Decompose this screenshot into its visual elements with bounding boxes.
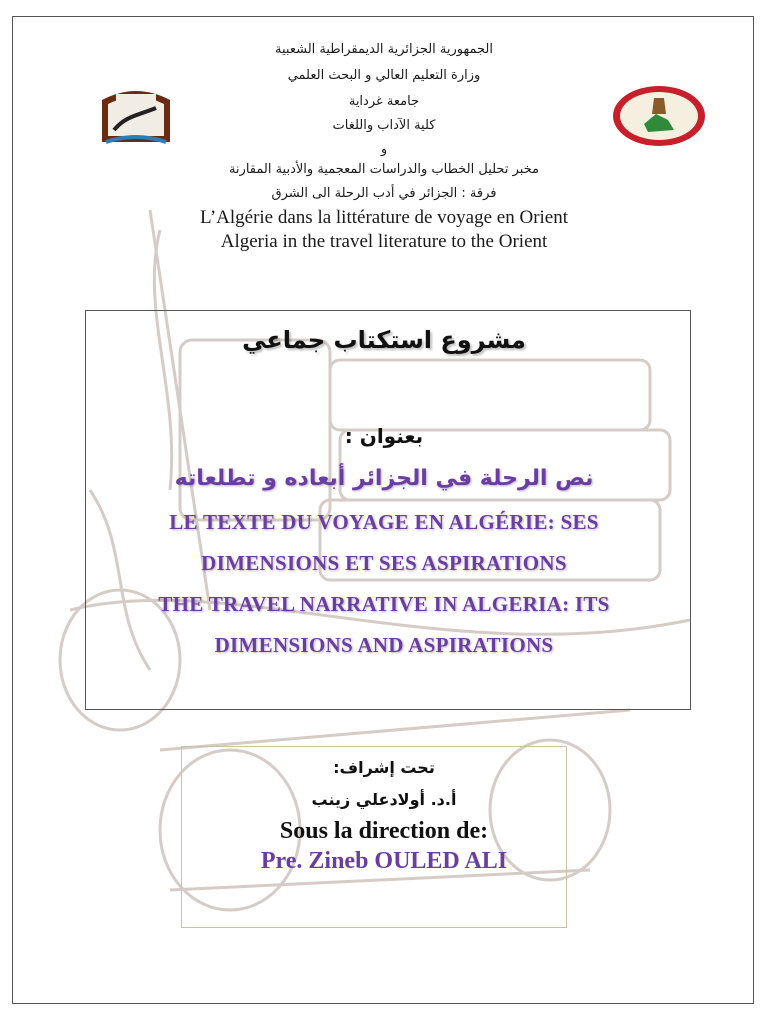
title-english-line2: DIMENSIONS AND ASPIRATIONS — [214, 633, 554, 657]
supervisor-name-arabic: أ.د. أولادعلي زينب — [311, 790, 457, 809]
supervision-label-arabic: تحت إشراف: — [333, 758, 435, 777]
header-faculty: كلية الآداب واللغات — [332, 118, 436, 133]
title-english-line1: THE TRAVEL NARRATIVE IN ALGERIA: ITS — [158, 592, 610, 616]
header-republic: الجمهورية الجزائرية الديمقراطية الشعبية — [275, 42, 493, 57]
supervisor-name-french: Pre. Zineb OULED ALI — [260, 848, 508, 874]
header-team: فرقة : الجزائر في أدب الرحلة الى الشرق — [271, 186, 497, 201]
header-team-english: Algeria in the travel literature to the Orient — [220, 231, 548, 252]
header-laboratory: مخبر تحليل الخطاب والدراسات المعجمية والأدبية المقارنة — [228, 162, 540, 177]
title-french-line2: DIMENSIONS ET SES ASPIRATIONS — [201, 551, 567, 575]
header-ministry: وزارة التعليم العالي و البحث العلمي — [287, 68, 481, 83]
header-team-french: L’Algérie dans la littérature de voyage en Orient — [199, 207, 569, 228]
title-arabic: نص الرحلة في الجزائر أبعاده و تطلعاته — [174, 466, 594, 491]
subject-label: بعنوان : — [344, 424, 424, 448]
project-title: مشروع استكتاب جماعي — [242, 326, 526, 354]
header-and: و — [380, 142, 388, 157]
title-french-line1: LE TEXTE DU VOYAGE EN ALGÉRIE: SES — [169, 510, 599, 534]
header-university: جامعة غرداية — [348, 94, 420, 109]
supervision-label-french: Sous la direction de: — [279, 818, 489, 844]
